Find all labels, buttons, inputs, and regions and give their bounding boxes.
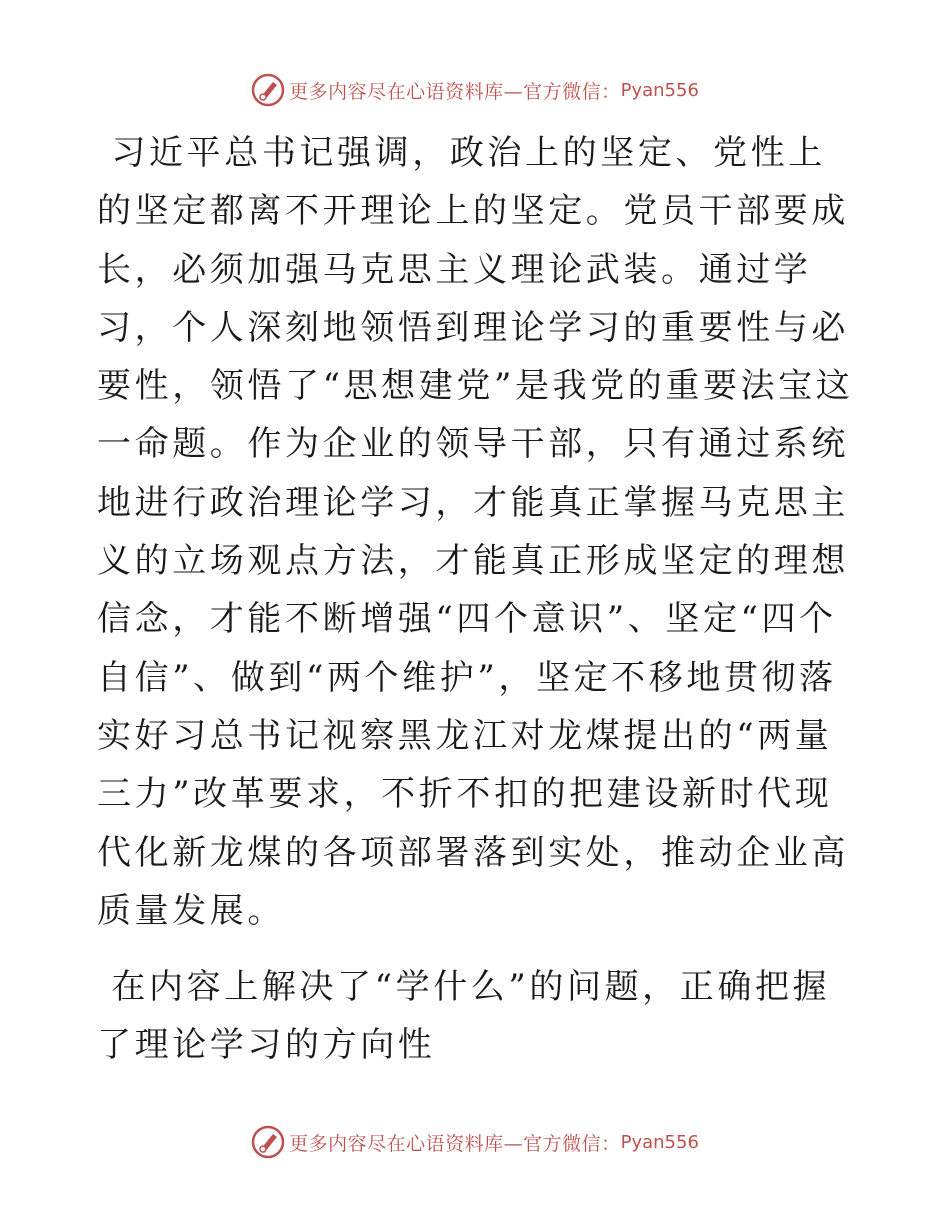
pen-logo-icon (251, 1125, 285, 1159)
body-paragraph-1: 习近平总书记强调，政治上的坚定、党性上的坚定都离不开理论上的坚定。党员干部要成长，必须加强马克思主义理论武装。通过学习，个人深刻地领悟到理论学习的重要性与必要性，领悟了“思想建党”是我党的重要法宝这一命题。作为企业的领导干部，只有通过系统地进行政治理论学习，才能真正掌握马克思主义的立场观点方法，才能真正形成坚定的理想信念，才能不断增强“四个意识”、坚定“四个自信”、做到“两个维护”，坚定不移地贯彻落实好习总书记视察黑龙江对龙煤提出的“两量三力”改革要求，不折不扣的把建设新时代现代化新龙煤的各项部署落到实处，推动企业高质量发展。 (97, 133, 854, 931)
footer-banner-text: 更多内容尽在心语资料库—官方微信： (289, 1132, 621, 1155)
footer-banner-contact: Pyan556 (620, 1131, 699, 1153)
pen-logo-icon (251, 73, 285, 107)
body-paragraph-2: 在内容上解决了“学什么”的问题，正确把握了理论学习的方向性 (97, 967, 831, 1066)
header-banner-text: 更多内容尽在心语资料库—官方微信： (289, 80, 621, 103)
footer-banner (0, 1122, 950, 1162)
header-banner-contact: Pyan556 (620, 79, 699, 101)
document-body (97, 124, 857, 1075)
header-banner (0, 70, 950, 110)
